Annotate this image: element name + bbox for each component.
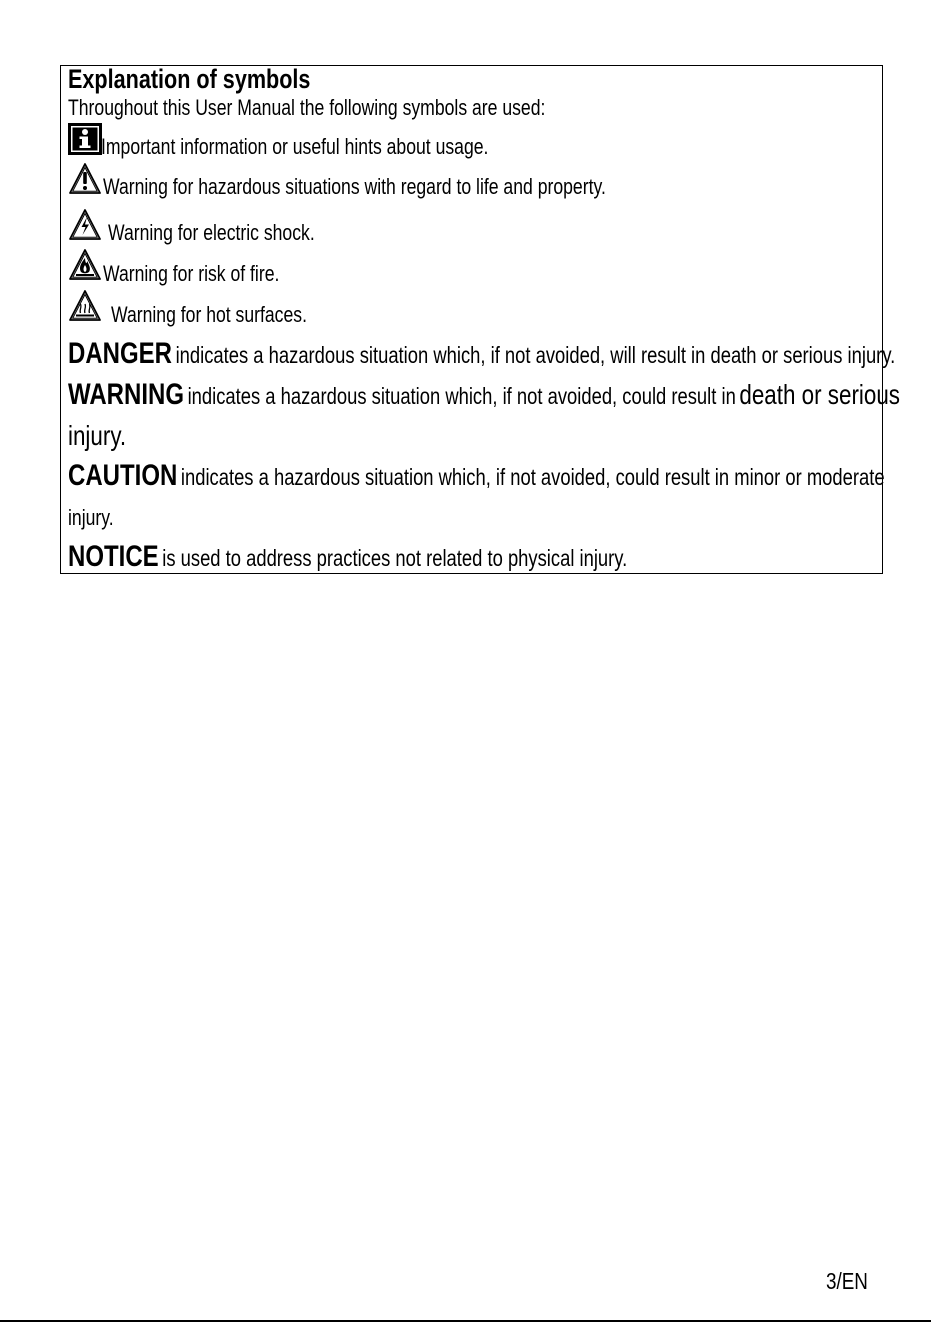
info-icon [68, 123, 102, 155]
notice-keyword: NOTICE [68, 540, 159, 573]
electric-shock-icon [68, 208, 102, 242]
caution-keyword: CAUTION [68, 459, 178, 492]
caution-text-continued: injury. [68, 505, 114, 530]
warning-emphasis-text: death or serious [739, 379, 900, 410]
hot-surface-icon [68, 289, 102, 323]
footer-rule [0, 1320, 931, 1322]
symbol-hot-text: Warning for hot surfaces. [111, 302, 307, 327]
symbol-warning-text: Warning for hazardous situations with regard to life and property. [103, 174, 606, 199]
warning-keyword: WARNING [68, 378, 184, 411]
danger-text: indicates a hazardous situation which, if not avoided, will result in death or serious injury. [175, 342, 896, 368]
danger-statement [68, 337, 931, 371]
symbol-info-text: Important information or useful hints about usage. [101, 134, 489, 159]
warning-icon [68, 162, 102, 196]
caution-text: indicates a hazardous situation which, if not avoided, could result in minor or moderate [180, 464, 885, 490]
danger-keyword: DANGER [68, 337, 173, 370]
page-number: 3/EN [826, 1268, 868, 1294]
caution-statement [68, 459, 931, 493]
section-title: Explanation of symbols [68, 64, 311, 94]
notice-text: is used to address practices not related to physical injury. [162, 545, 628, 571]
notice-statement [68, 540, 767, 574]
fire-icon [68, 248, 102, 282]
symbol-electric-text: Warning for electric shock. [108, 220, 315, 245]
warning-text-continued: injury. [68, 420, 127, 451]
symbol-fire-text: Warning for risk of fire. [103, 261, 280, 286]
intro-text: Throughout this User Manual the following symbols are used: [68, 95, 546, 120]
warning-text: indicates a hazardous situation which, if not avoided, could result in [187, 383, 736, 409]
warning-statement [68, 378, 931, 412]
